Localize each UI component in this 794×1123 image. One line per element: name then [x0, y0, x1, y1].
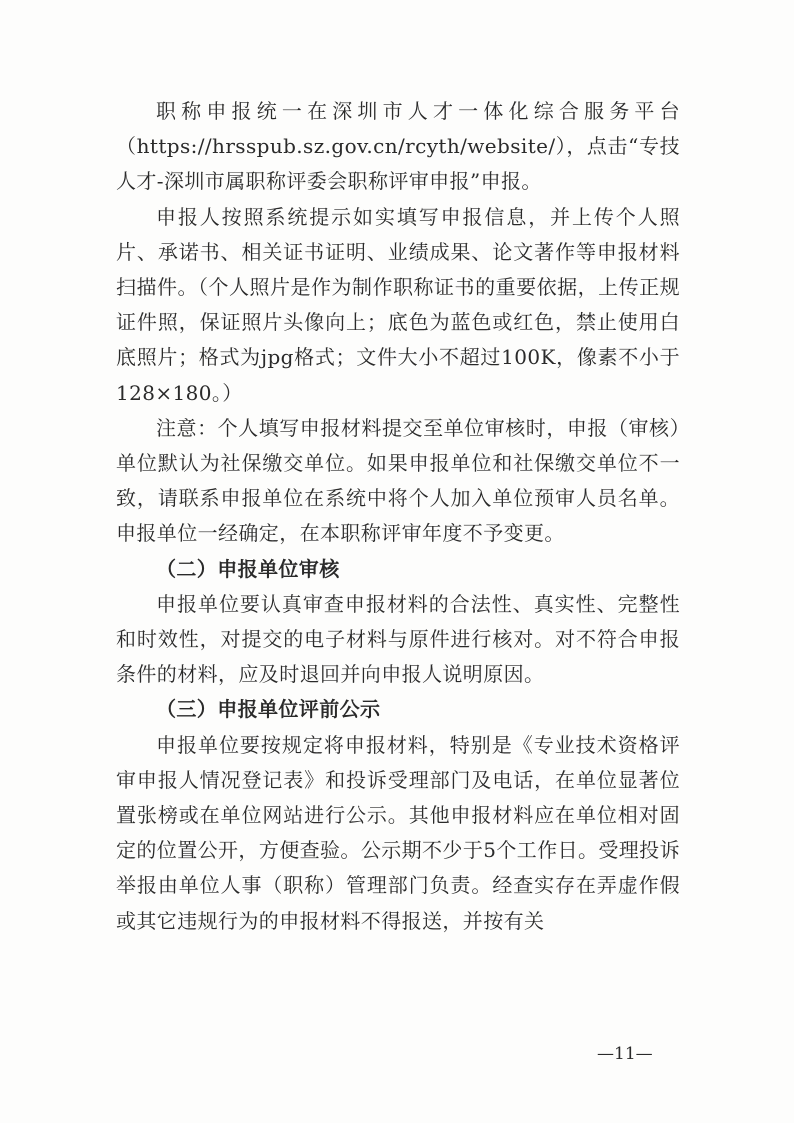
- paragraph-platform: 职称申报统一在深圳市人才一体化综合服务平台（https://hrsspub.sz.gov.cn/rcyth/website/），点击“专技人才-深圳市属职称评委会职称评审申报”申报。: [116, 99, 680, 194]
- document-body: [116, 94, 680, 939]
- section-heading-unit-review: （二）申报单位审核: [156, 556, 340, 581]
- paragraph-public-notice: 申报单位要按规定将申报材料，特别是《专业技术资格评审申报人情况登记表》和投诉受理部门及电话，在单位显著位置张榜或在单位网站进行公示。其他申报材料应在单位相对固定的位置公开，方便查验。公示期不少于5个工作日。受理投诉举报由单位人事（职称）管理部门负责。经查实存在弄虚作假或其它违规行为的申报材料不得报送，并按有关: [116, 732, 680, 933]
- section-heading-public-notice: （三）申报单位评前公示: [156, 697, 381, 722]
- paragraph-upload-materials: 申报人按照系统提示如实填写申报信息，并上传个人照片、承诺书、相关证书证明、业绩成果、论文著作等申报材料扫描件。（个人照片是作为制作职称证书的重要依据，上传正规证件照，保证照片头像向上；底色为蓝色或红色，禁止使用白底照片；格式为jpg格式；文件大小不超过100K，像素不小于128×180。）: [116, 204, 680, 405]
- paragraph-note: 注意：个人填写申报材料提交至单位审核时，申报（审核）单位默认为社保缴交单位。如果申报单位和社保缴交单位不一致，请联系申报单位在系统中将个人加入单位预审人员名单。申报单位一经确定，在本职称评审年度不予变更。: [116, 415, 680, 546]
- page-number: —11—: [597, 1044, 653, 1064]
- paragraph-unit-review: 申报单位要认真审查申报材料的合法性、真实性、完整性和时效性，对提交的电子材料与原件进行核对。对不符合申报条件的材料，应及时退回并向申报人说明原因。: [116, 591, 680, 687]
